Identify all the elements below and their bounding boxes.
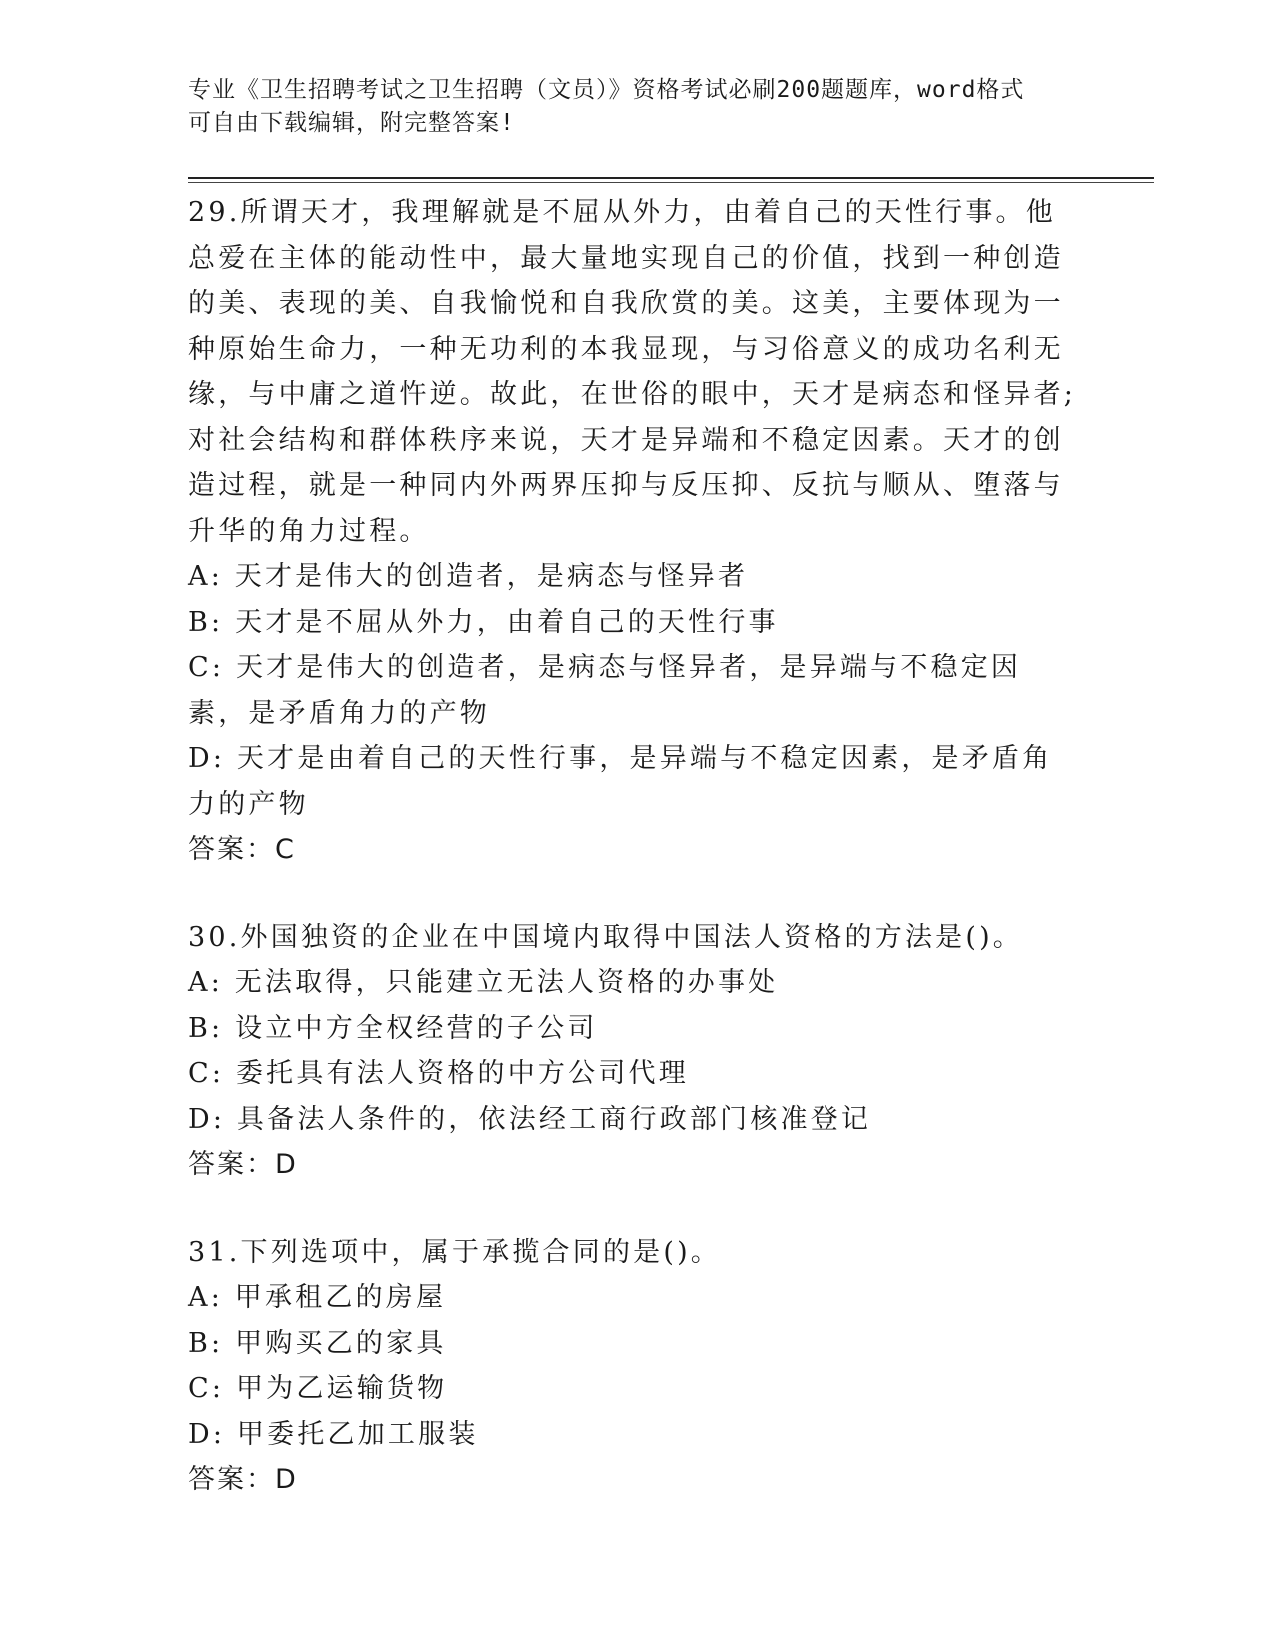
option-c: C: 甲为乙运输货物 (188, 1373, 448, 1404)
question-list (188, 190, 1078, 1545)
header-line-1: 专业《卫生招聘考试之卫生招聘（文员）》资格考试必刷200题题库，word格式 (188, 77, 1025, 103)
option-d: D: 具备法人条件的，依法经工商行政部门核准登记 (188, 1103, 872, 1135)
option-a: A: 天才是伟大的创造者，是病态与怪异者 (188, 561, 749, 592)
question-30 (188, 915, 1078, 1188)
answer: 答案：C (188, 834, 296, 865)
question-31 (188, 1230, 1078, 1503)
option-c: C: 委托具有法人资格的中方公司代理 (188, 1058, 689, 1089)
header-rule-thin (188, 182, 1154, 183)
question-stem: 29.所谓天才，我理解就是不屈从外力，由着自己的天性行事。他总爱在主体的能动性中，最大量地实现自己的价值，找到一种创造的美、表现的美、自我愉悦和自我欣赏的美。这美，主要体现为一种原始生命力，一种无功利的本我显现，与习俗意义的成功名利无缘，与中庸之道忤逆。故此，在世俗的眼中，天才是病态和怪异者;对社会结构和群体秩序来说，天才是异端和不稳定因素。天才的创造过程，就是一种同内外两界压抑与反压抑、反抗与顺从、堕落与升华的角力过程。 (188, 197, 1077, 547)
answer: 答案：D (188, 1149, 298, 1180)
option-b: B: 甲购买乙的家具 (188, 1327, 447, 1359)
option-b: B: 设立中方全权经营的子公司 (188, 1012, 598, 1044)
question-stem: 30.外国独资的企业在中国境内取得中国法人资格的方法是()。 (188, 921, 1024, 953)
question-stem: 31.下列选项中，属于承揽合同的是()。 (188, 1236, 722, 1268)
document-header (188, 74, 1088, 140)
option-d: D: 甲委托乙加工服装 (188, 1418, 479, 1450)
option-c: C: 天才是伟大的创造者，是病态与怪异者，是异端与不稳定因素，是矛盾角力的产物 (188, 652, 1022, 729)
answer: 答案：D (188, 1464, 298, 1495)
option-a: A: 无法取得，只能建立无法人资格的办事处 (188, 967, 779, 998)
header-line-2: 可自由下载编辑，附完整答案! (188, 110, 515, 136)
option-d: D: 天才是由着自己的天性行事，是异端与不稳定因素，是矛盾角力的产物 (188, 743, 1053, 820)
question-29 (188, 190, 1078, 873)
option-b: B: 天才是不屈从外力，由着自己的天性行事 (188, 606, 779, 638)
header-rule-thick (188, 177, 1154, 179)
option-a: A: 甲承租乙的房屋 (188, 1282, 447, 1313)
